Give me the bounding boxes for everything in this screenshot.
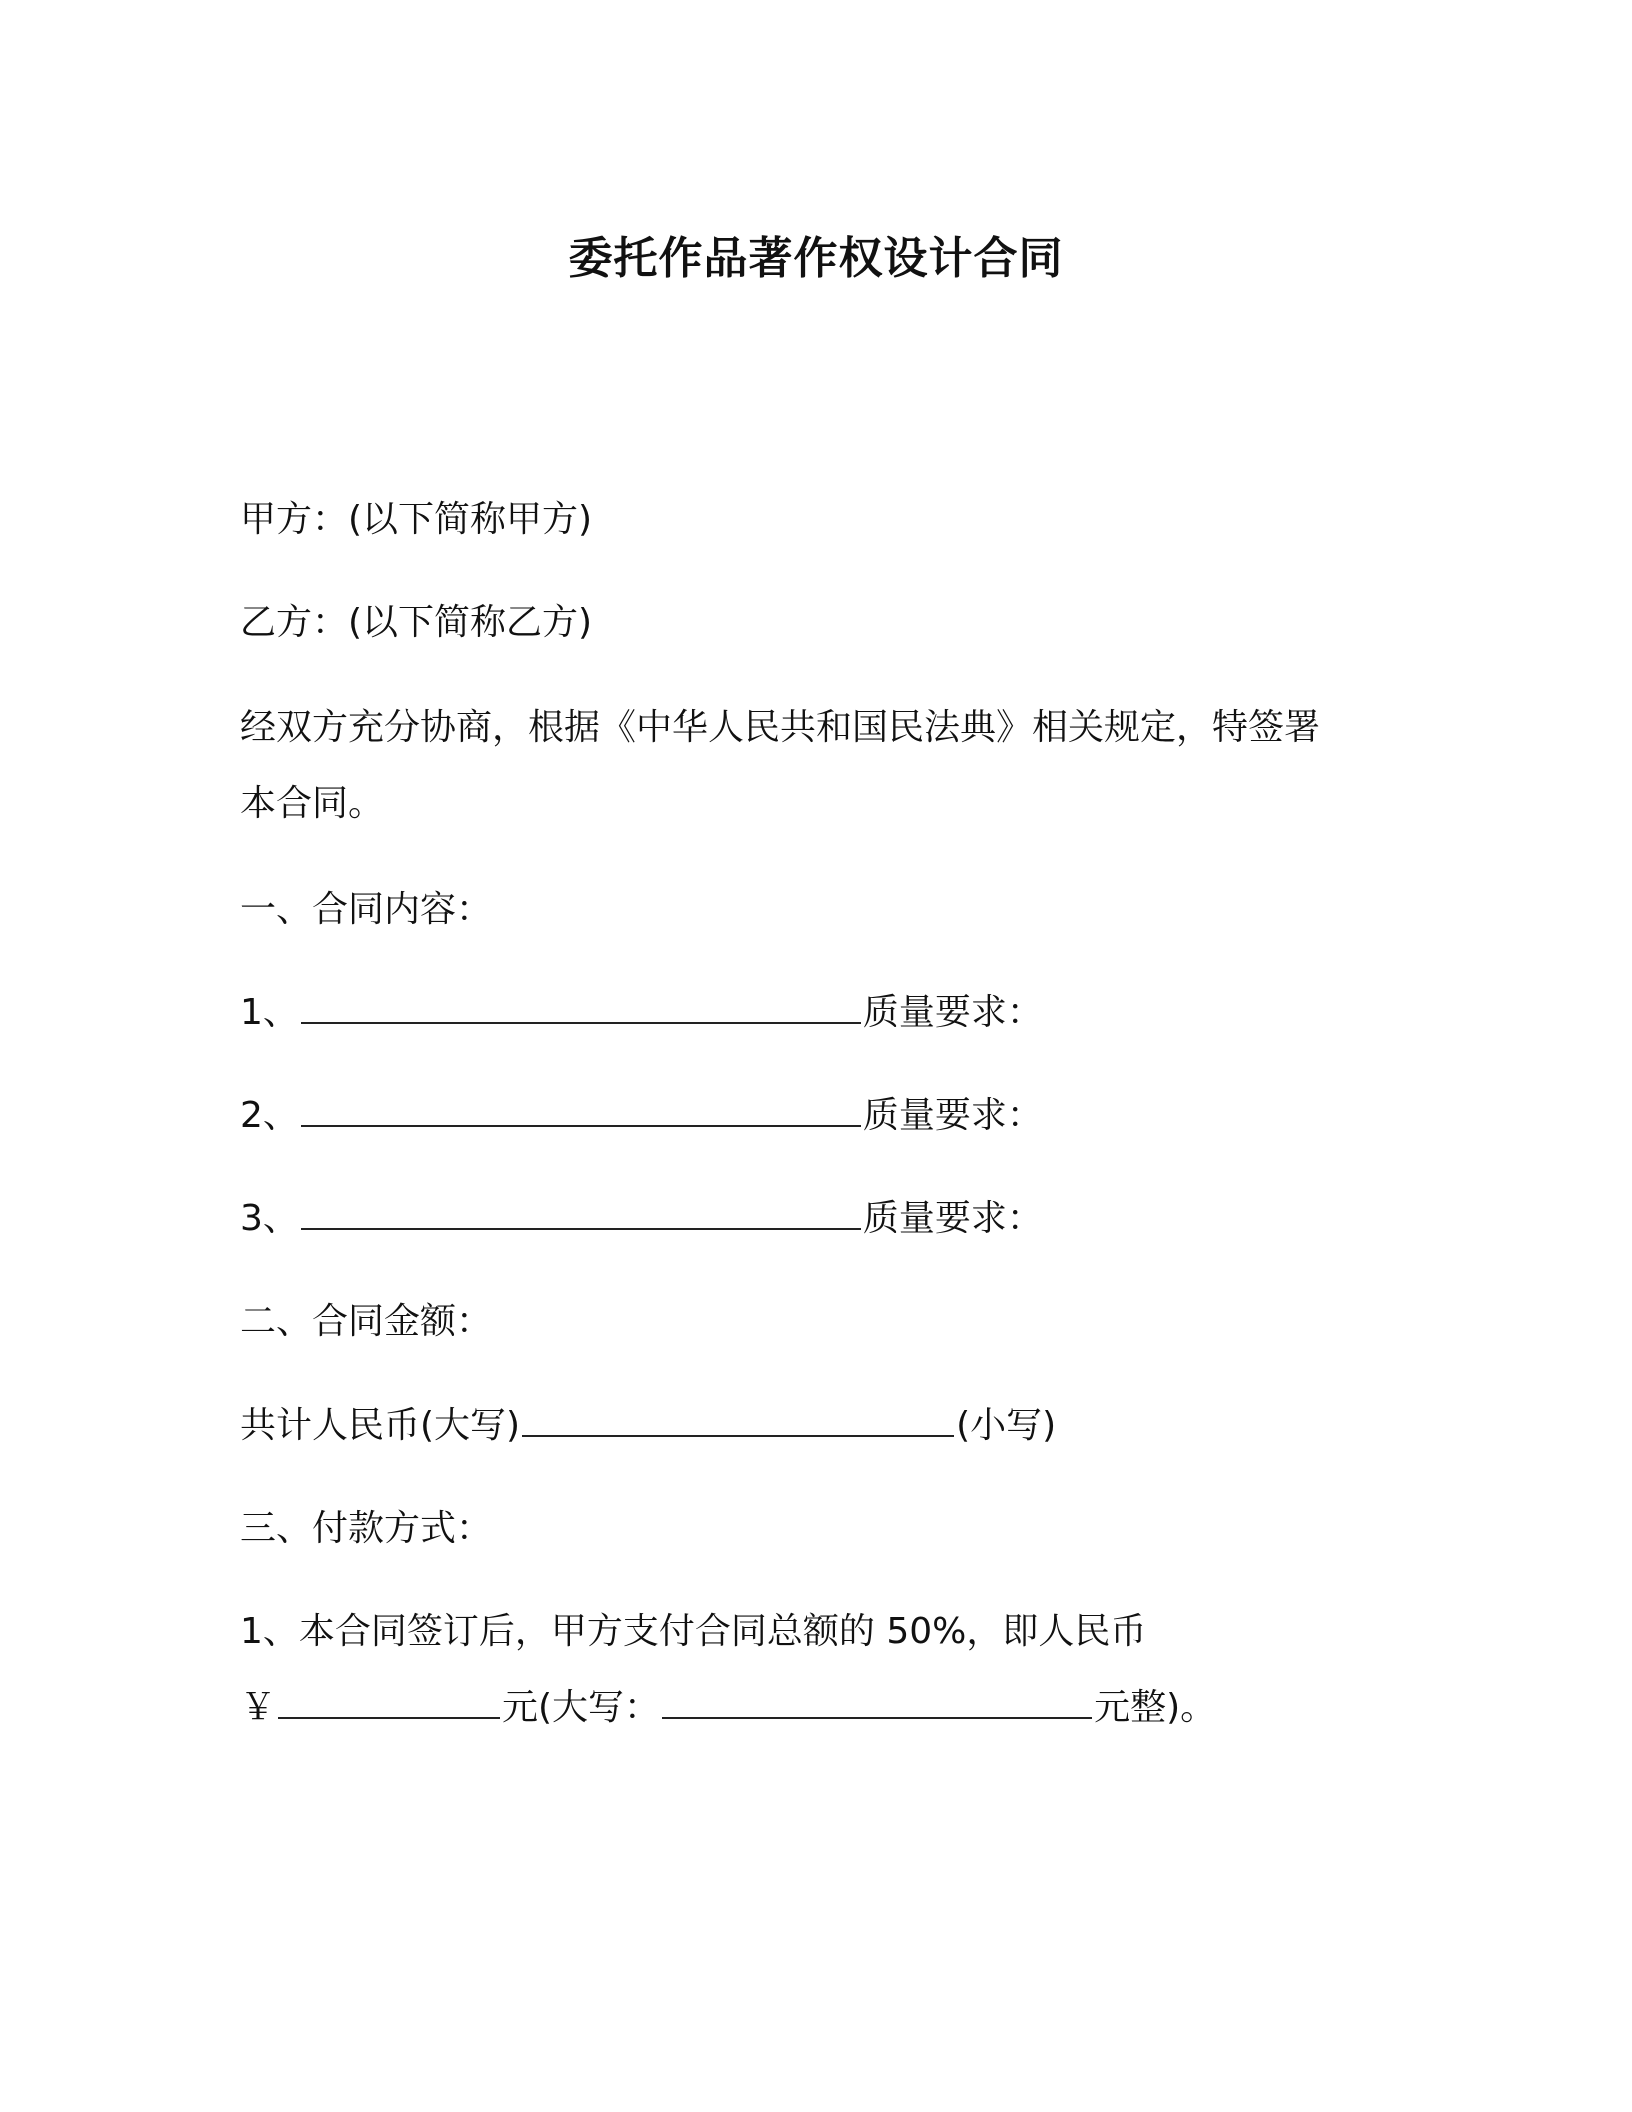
- payment-end-text: 元整)。: [1094, 1687, 1217, 1728]
- payment-line-2: [240, 1686, 1216, 1730]
- intro-paragraph-line-1: 经双方充分协商，根据《中华人民共和国民法典》相关规定，特签署: [240, 707, 1321, 748]
- amount-prefix: 共计人民币(大写): [240, 1405, 521, 1446]
- section-3-heading: 三、付款方式：: [240, 1508, 493, 1549]
- content-item-2: [240, 1094, 1043, 1138]
- fill-in-blank[interactable]: [301, 1095, 861, 1127]
- content-item-3: [240, 1197, 1043, 1241]
- payment-line-1: 1、本合同签订后，甲方支付合同总额的 50%，即人民币: [240, 1611, 1147, 1652]
- fill-in-blank[interactable]: [301, 1198, 861, 1230]
- yen-symbol: ￥: [240, 1687, 277, 1728]
- fill-in-blank[interactable]: [301, 992, 861, 1024]
- payment-uppercase-blank[interactable]: [662, 1687, 1092, 1719]
- section-1-heading: 一、合同内容：: [240, 889, 493, 930]
- document-title: 委托作品著作权设计合同: [568, 233, 1064, 284]
- section-2-heading: 二、合同金额：: [240, 1301, 493, 1342]
- item-number: 1、: [240, 992, 299, 1033]
- contract-amount-line: [240, 1404, 1056, 1448]
- amount-suffix: (小写): [956, 1405, 1057, 1446]
- intro-paragraph-line-2: 本合同。: [240, 783, 385, 824]
- payment-amount-blank[interactable]: [278, 1687, 500, 1719]
- item-suffix: 质量要求：: [862, 992, 1043, 1033]
- item-number: 2、: [240, 1095, 299, 1136]
- item-number: 3、: [240, 1198, 299, 1239]
- party-b-line: 乙方：(以下简称乙方): [240, 602, 593, 643]
- payment-mid-text: 元(大写：: [502, 1687, 661, 1728]
- content-item-1: [240, 991, 1043, 1035]
- item-suffix: 质量要求：: [862, 1095, 1043, 1136]
- item-suffix: 质量要求：: [862, 1198, 1043, 1239]
- party-a-line: 甲方：(以下简称甲方): [240, 499, 593, 540]
- amount-blank[interactable]: [522, 1405, 954, 1437]
